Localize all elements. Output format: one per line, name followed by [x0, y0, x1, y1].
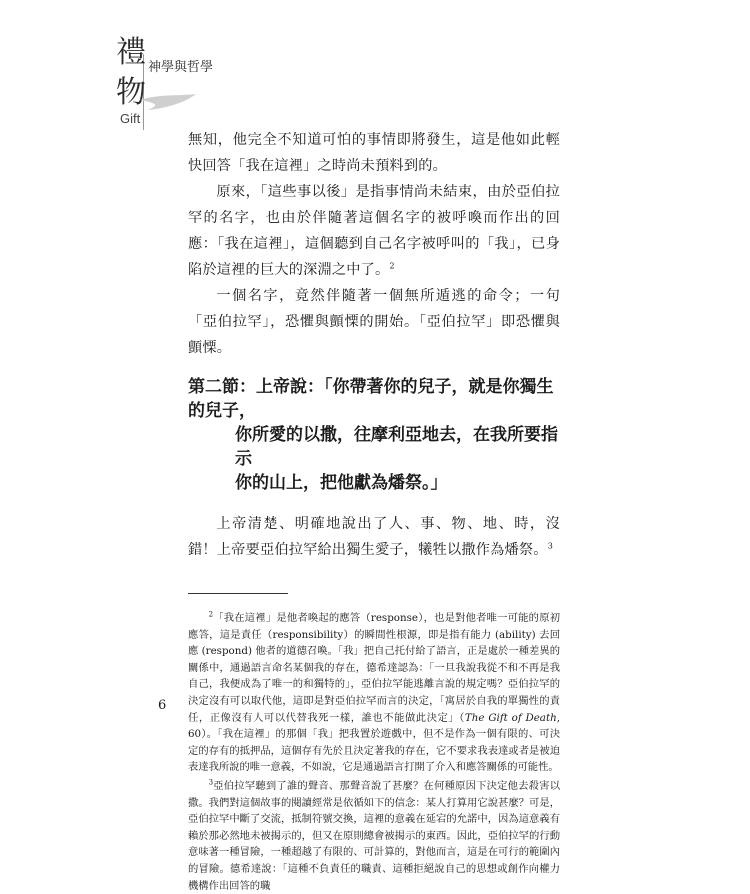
header-char-li: 禮: [116, 35, 146, 70]
footnote-2: [188, 610, 560, 776]
paragraph-1: 無知，他完全不知道可怕的事情即將發生，這是他如此輕快回答「我在這裡」之時尚未預料到的。: [188, 132, 560, 174]
section-heading-line-1: 第二節：上帝說：「你帶著你的兒子，就是你獨生的兒子，: [188, 377, 554, 421]
header-gift-label: Gift: [120, 111, 141, 126]
book-header: [110, 36, 250, 136]
footnote-2-text-a: 「我在這裡」是他者喚起的應答（response），也是對他者唯一可能的原初應答，這是責任（responsibility）的瞬間性根源，即是指有能力 (ability) 去回應 (respond) 他者的道德召喚。「我」把自己托付給了語言，正是處於一種差異的關係中，通過語言命名某個我的存在，德希達認為：「一旦我說我從不和不再是我自己，我便成為了唯一的和獨特的」，亞伯拉罕能逃離言說的規定嗎？亞伯拉罕的決定沒有可以取代他，這即是對亞伯拉罕而言的決定，「寓居於自我的單獨性的責任，正像沒有人可以代替我死一樣，誰也不能做此決定」（: [188, 612, 560, 724]
paragraph-2-text: 原來，「這些事以後」是指事情尚未結束，由於亞伯拉罕的名字，也由於伴隨著這個名字的被呼喚而作出的回應：「我在這裡」，這個聽到自己名字被呼叫的「我」，已身陷於這裡的巨大的深淵之中了。: [188, 184, 560, 278]
section-heading-line-2: 你所愛的以撒，往摩利亞地去，在我所要指示: [235, 425, 558, 469]
footnote-2-book-title: The Gift of Death: [464, 711, 557, 724]
paragraph-3: 一個名字，竟然伴隨著一個無所遁逃的命令；一句「亞伯拉罕」，恐懼與顫慄的開始。「亞伯拉罕」即恐懼與顫慄。: [188, 288, 560, 356]
footnote-divider: [188, 593, 288, 594]
paragraph-2: [188, 179, 560, 283]
header-char-wu: 物: [116, 75, 146, 110]
footnote-2-text-b: , 60）。「我在這裡」的那個「我」把我置於遊戲中，但不是作為一個有限的、可決定的存有的抵押品，這個存有先於且決定著我的存在，它不要求我表達或者是被迫表達我所說的唯一意義，不如說，它是通過語言打開了介入和應答關係的可能性。: [188, 711, 560, 774]
page-number: 6: [158, 698, 167, 713]
footnote-3-text: 亞伯拉罕聽到了誰的聲音、那聲音說了甚麼？在何種原因下決定他去殺害以撒。我們對這個故事的閱讀經常是依循如下的信念：某人打算用它說甚麼？可是，亞伯拉罕中斷了交流，抵制符號交換，這裡的意義在延宕的允諾中，因為這意義有賴於那必然地未被揭示的，但又在原則總會被揭示的東西。因此，亞伯拉罕的行動意味著一種冒險，一種超越了有限的、可計算的，對他而言，這是在可行的範圍內的冒險。德希達說：「這種不負責任的職責、這種拒絕說自己的思想或創作向權力機構作出回答的職: [188, 779, 560, 892]
footnote-2-number: 2: [208, 610, 214, 619]
paragraph-4-text: 上帝清楚、明確地說出了人、事、物、地、時，沒錯！上帝要亞伯拉罕給出獨生愛子，犧牲以撒作為燔祭。: [188, 516, 560, 558]
footnote-3: [188, 778, 560, 894]
header-subtitle: 神學與哲學: [148, 60, 214, 75]
brush-stroke-icon: [138, 92, 198, 112]
footnote-ref-2: 2: [389, 261, 395, 271]
footnote-ref-3: 3: [547, 541, 553, 551]
paragraph-4: [188, 511, 560, 563]
section-heading-line-3: 你的山上，把他獻為燔祭。」: [235, 473, 448, 493]
footnote-3-number: 3: [208, 778, 214, 787]
section-heading: [188, 375, 560, 495]
page-body: [188, 127, 560, 894]
